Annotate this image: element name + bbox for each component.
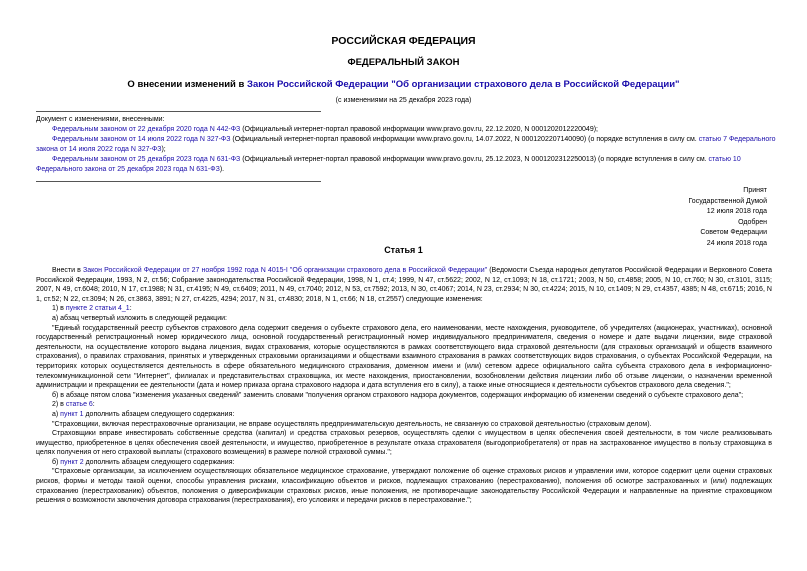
item-1a: а) абзац четвертый изложить в следующей редакции: <box>52 314 227 322</box>
amendment-item <box>36 155 776 175</box>
revision-note: (с изменениями на 25 декабря 2023 года) <box>335 97 472 104</box>
article-body <box>36 266 772 506</box>
article-intro <box>36 266 772 304</box>
adoption-line: Государственной Думой <box>688 197 767 205</box>
item-2a <box>36 410 772 420</box>
amendment-tail: ); <box>161 146 166 153</box>
article-heading: Статья 1 <box>384 245 423 255</box>
item-2b-prefix: б) <box>52 458 61 466</box>
item-1 <box>36 304 772 314</box>
amendment-article-link[interactable]: статью 10 Федерального закона от 25 декабря 2023 года N 631-ФЗ <box>36 156 741 173</box>
item-2a-link[interactable]: пункт 1 <box>60 410 84 418</box>
item-2-link[interactable]: статье 6 <box>65 401 93 409</box>
item-1-link[interactable]: пункте 2 статьи 4_1 <box>65 305 130 313</box>
adoption-line: 12 июля 2018 года <box>706 208 767 215</box>
amendment-item <box>36 135 776 155</box>
amendment-text: (Официальный интернет-портал правовой информации www.pravo.gov.ru, 14.07.2022, N 0001202207140090) (о порядке вступления в силу см. <box>230 136 699 143</box>
item-2a-suffix: дополнить абзацем следующего содержания: <box>83 410 235 418</box>
item-2-prefix: 2) в <box>52 401 66 409</box>
amendment-article-link[interactable]: статью 7 Федерального закона от 14 июля 2022 года N 327-ФЗ <box>36 136 776 153</box>
amendments-block <box>36 115 776 175</box>
item-1a-quote: "Единый государственный реестр субъектов страхового дела содержит сведения о субъекте страхового дела, его наименовании, месте нахождения, руководителе, об учредителях (акционерах, участниках), основной государственный регистрационный номер юридического лица, основной государственный регистрационный номер индивидуального предпринимателя, сведения о номере и дате выдачи лицензии, виде страховой деятельности, на осуществление которого выдана лицензия, видах страхования, которые осуществляются в рамках соответствующего вида страховой деятельности (для страховых организаций и обществ взаимного страхования), о правилах страхования, принятых и утвержденных страховыми организациями и обществами взаимного страхования в рамках соответствующих видов страхования, о субъектах Российской Федерации, на территориях которых осуществляется деятельность в сфере обязательного медицинского страхования, доменном имени и (или) сетевом адресе официального сайта субъекта страхового дела в информационно-телекоммуникационной сети "Интернет", филиалах и представительствах страховщика, их месте нахождения, приостановлении, возобновлении действия лицензии либо об отзыве лицензии, о назначении временной администрации и прекращении ее деятельности (дата и номер приказа органа страхового надзора и дата вступления его в силу), а также иные относящиеся к деятельности субъектов страхового дела сведения."; <box>36 324 772 390</box>
doc-type-heading: ФЕДЕРАЛЬНЫЙ ЗАКОН <box>347 57 460 68</box>
amendment-link[interactable]: Федеральным законом от 25 декабря 2023 года N 631-ФЗ <box>52 156 241 163</box>
amendment-text: (Официальный интернет-портал правовой информации www.pravo.gov.ru, 25.12.2023, N 0001202312250013) (о порядке вступления в силу см. <box>240 156 709 163</box>
country-heading: РОССИЙСКАЯ ФЕДЕРАЦИЯ <box>331 35 476 47</box>
amendment-text: (Официальный интернет-портал правовой информации www.pravo.gov.ru, 22.12.2020, N 0001202012220049); <box>240 126 598 133</box>
amendment-link[interactable]: Федеральным законом от 14 июля 2022 года N 327-ФЗ <box>52 136 231 143</box>
amendment-tail: ). <box>219 166 225 173</box>
law-title <box>0 79 807 90</box>
item-2-suffix: : <box>92 401 95 409</box>
bottom-divider <box>36 181 321 182</box>
adoption-line: Одобрен <box>738 218 767 226</box>
adoption-block <box>567 186 767 249</box>
adoption-line: Советом Федерации <box>700 229 767 236</box>
law-title-link[interactable]: Закон Российской Федерации "Об организации страхового дела в Российской Федерации" <box>247 79 680 90</box>
intro-text: (Ведомости Съезда народных депутатов Российской Федерации и Верховного Совета Российской Федерации, 1993, N 2, ст.56; Собрание законодательства Российской Федерации, 1998, N 1, ст.4; 1999, N 47, ст.5622; 2002, N 12, ст.1093; N 18, ст.1721; 2003, N 50, ст.4858; 2005, N 10, ст.760; N 30, ст.3101, 3115; 2007, N 49, ст.6048; 2010, N 17, ст.1988; N 31, ст.4195; N 49, ст.6409; 2011, N 49, ст.7040; 2012, N 53, ст.7592; 2013, N 30, ст.4067; 2014, N 23, ст.2934; N 30, ст.4224; 2015, N 10, ст.1409; N 29, ст.4357, 4385; N 48, ст.6715; 2016, N 1, ст.52; N 22, ст.3094; N 26, ст.3863, 3891; N 27, ст.4225, 4294; 2017, N 31, ст.4830; 2018, N 1, ст.66; N 18, ст.2557) следующие изменения: <box>36 267 773 303</box>
adoption-line: 24 июля 2018 года <box>706 239 767 247</box>
item-2a-quote: "Страховщики, включая перестраховочные организации, не вправе осуществлять предпринимательскую деятельность, не связанную со страховой деятельностью (страховым делом). <box>52 420 652 428</box>
item-2b-suffix: дополнить абзацем следующего содержания: <box>83 458 235 466</box>
item-2a-quote-2: Страховщики вправе инвестировать собственные средства (капитал) и средства страховых резервов, осуществлять сделки с имуществом в целях обеспечения своей деятельности, в том числе реализовывать имущество, приобретенное в целях обеспечения своей деятельности, и имущество, приобретенное в результате отказа страхователя (выгодоприобретателя) от прав на застрахованное имущество в пользу страховщика в целях получения от него страховой выплаты (страхового возмещения) в размере полной страховой суммы."; <box>36 430 772 457</box>
item-2b-link[interactable]: пункт 2 <box>60 458 84 466</box>
item-2 <box>36 400 772 410</box>
item-1b: б) в абзаце пятом слова "изменения указанных сведений" заменить словами "получения органом страхового надзора документов, содержащих информацию об изменении сведений о субъекте страхового дела"; <box>52 391 744 399</box>
amendments-intro: Документ с изменениями, внесенными: <box>36 116 165 123</box>
intro-law-link[interactable]: Закон Российской Федерации от 27 ноября 1992 года N 4015-I "Об организации страхового дела в Российской Федерации" <box>83 267 488 274</box>
item-1-prefix: 1) в <box>52 305 66 313</box>
intro-prefix: Внести в <box>52 267 84 274</box>
amendment-link[interactable]: Федеральным законом от 22 декабря 2020 года N 442-ФЗ <box>52 126 241 133</box>
adoption-line: Принят <box>743 187 767 194</box>
amendment-item <box>36 125 776 135</box>
top-divider <box>36 111 321 112</box>
item-2a-prefix: а) <box>52 410 61 418</box>
item-1-suffix: : <box>129 305 132 313</box>
law-title-prefix: О внесении изменений в <box>127 79 248 90</box>
item-2b-quote: "Страховые организации, за исключением осуществляющих обязательное медицинское страхование, утверждают положение об оценке страховых рисков и управлении ими, которое содержит цели оценки страховых рисков, формы и методы такой оценки, способы управления рисками, классификацию объектов и рисков, подлежащих страхованию (перестрахованию), положения об осмотре застрахованных и (или) подлежащих страхованию (перестрахованию) объектов, положения о диверсификации страховых рисков, иные положения, не противоречащие законодательству Российской Федерации и направленные на принятие страховщиком решения о возможности заключения договора страхования (перестрахования), его условиях и передачи рисков в перестрахование."; <box>36 468 772 505</box>
item-2b <box>36 458 772 468</box>
